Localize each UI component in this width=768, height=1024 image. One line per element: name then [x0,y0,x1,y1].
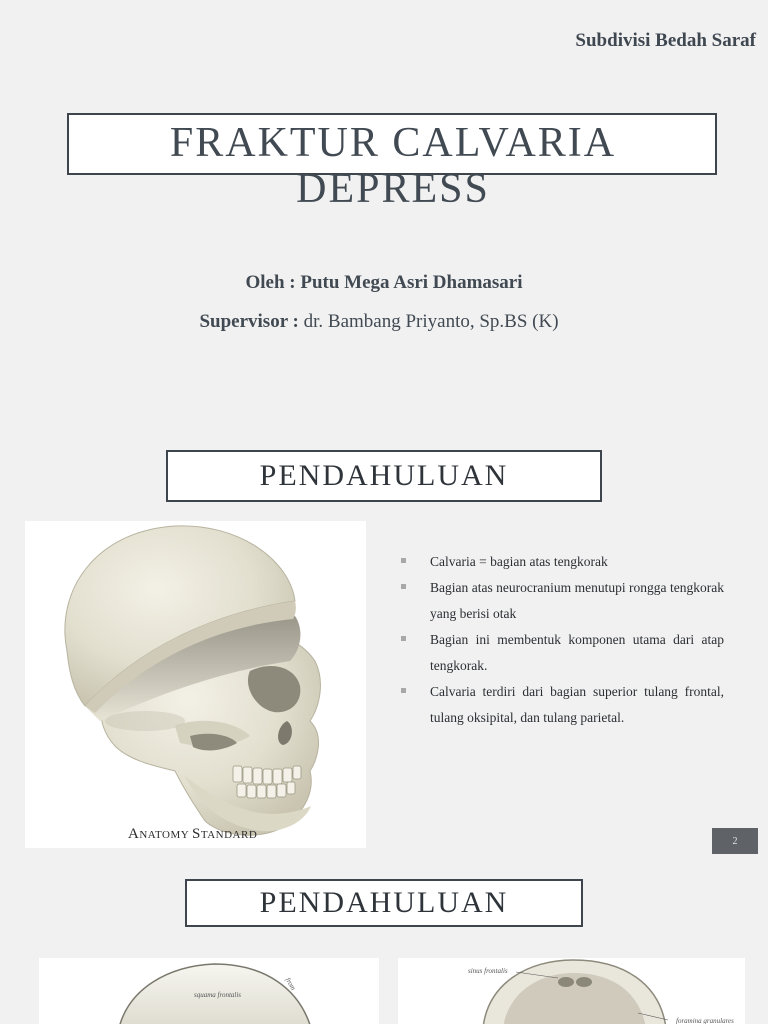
list-item [401,575,724,627]
skull-image [25,521,366,848]
list-item [401,679,724,731]
bullet-text: Calvaria = bagian atas tengkorak [430,554,608,569]
skull-interior-illustration [398,958,745,1024]
page-number-badge [712,828,758,854]
list-item [401,549,724,575]
label-sinus-frontalis: sinus frontalis [468,967,508,975]
section-heading-1-text: PENDAHULUAN [259,459,509,492]
page-number: 2 [732,835,738,847]
bullet-text: Calvaria terdiri dari bagian superior tulang frontal, tulang oksipital, dan tulang parietal. [430,684,724,725]
label-squama-frontalis: squama frontalis [194,991,241,999]
title-line-1: FRAKTUR CALVARIA [169,120,617,166]
skull-interior-image [398,958,745,1024]
bullet-text: Bagian atas neurocranium menutupi rongga tengkorak yang berisi otak [430,580,724,621]
slide-title [67,120,719,212]
label-from: from [283,976,298,992]
author-line [0,272,768,294]
supervisor-name: dr. Bambang Priyanto, Sp.BS (K) [298,311,559,332]
bullet-icon [401,636,406,641]
image-caption [128,826,328,843]
section-heading-2-text: PENDAHULUAN [259,886,509,919]
frontal-bone-image [39,958,379,1024]
supervisor-line [0,311,758,333]
title-line-2: DEPRESS [296,166,490,212]
bullet-list [401,549,724,731]
label-foramina-granulares: foramina granulares [676,1017,734,1024]
section-heading-1 [166,450,602,502]
caption-a: A [128,826,140,842]
caption-natomy: NATOMY [139,829,193,841]
supervisor-label: Supervisor : [199,311,299,332]
bullet-text: Bagian ini membentuk komponen utama dari atap tengkorak. [430,632,724,673]
author-text: Oleh : Putu Mega Asri Dhamasari [245,272,523,293]
bullet-icon [401,688,406,693]
bullet-icon [401,558,406,563]
list-item [401,627,724,679]
caption-tandard: TANDARD [200,829,258,841]
skull-illustration [25,521,366,848]
caption-s: S [192,826,201,842]
section-heading-2 [185,879,583,927]
department-label: Subdivisi Bedah Saraf [575,30,756,51]
bullet-icon [401,584,406,589]
